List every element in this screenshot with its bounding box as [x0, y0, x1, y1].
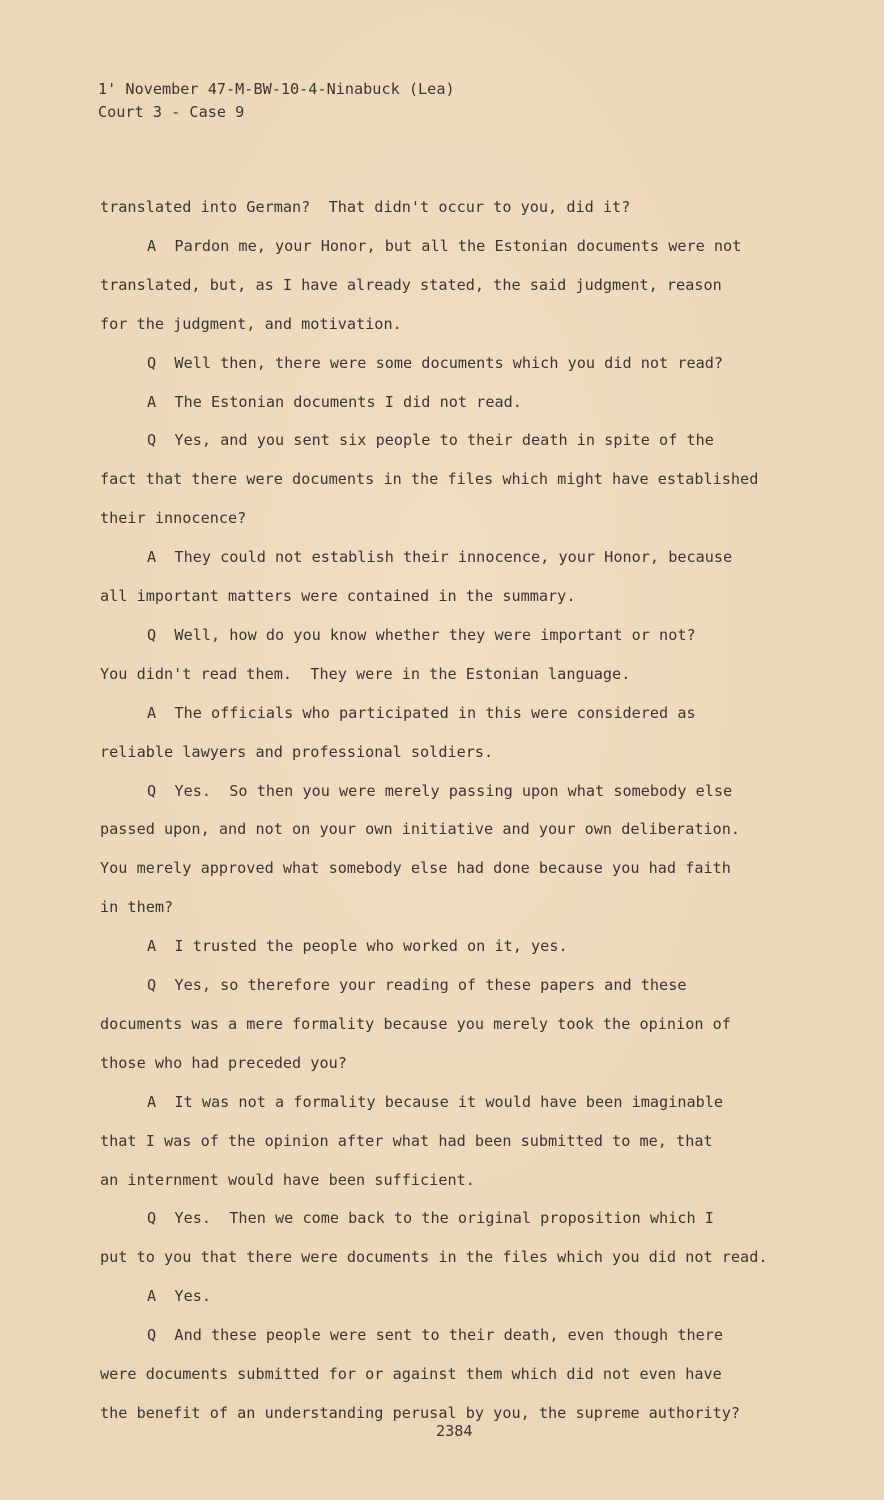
transcript-line: Q Yes, and you sent six people to their death in spite of the [147, 431, 714, 450]
transcript-line: passed upon, and not on your own initiative and your own deliberation. [100, 820, 741, 839]
transcript-line: Q Yes. So then you were merely passing upon what somebody else [147, 781, 733, 800]
transcript-line: were documents submitted for or against them which did not even have [100, 1365, 722, 1383]
header-court-line: Court 3 - Case 9 [98, 103, 245, 121]
transcript-line: You didn't read them. They were in the Estonian language. [100, 664, 631, 683]
transcript-line: A The officials who participated in this were considered as [147, 703, 696, 722]
transcript-line: put to you that there were documents in the files which you did not read. [100, 1248, 768, 1267]
transcript-line: the benefit of an understanding perusal by you, the supreme authority? [100, 1403, 741, 1422]
transcript-line: Q And these people were sent to their death, even though there [147, 1326, 724, 1345]
transcript-line: documents was a mere formality because you merely took the opinion of [100, 1014, 731, 1033]
transcript-line: that I was of the opinion after what had been submitted to me, that [100, 1131, 713, 1150]
transcript-line: A Yes. [147, 1287, 212, 1306]
transcript-line: Q Yes, so therefore your reading of these papers and these [147, 976, 687, 994]
transcript-line: Q Well, how do you know whether they were important or not? [147, 625, 696, 644]
transcript-line: A They could not establish their innocence, your Honor, because [147, 548, 733, 567]
transcript-line: A I trusted the people who worked on it, yes. [147, 937, 568, 956]
transcript-line: their innocence? [100, 509, 247, 528]
transcript-line: A It was not a formality because it would have been imaginable [147, 1092, 724, 1111]
transcript-line: all important matters were contained in the summary. [100, 587, 576, 605]
page-number: 2384 [436, 1422, 473, 1440]
transcript-line: You merely approved what somebody else had done because you had faith [100, 859, 731, 878]
transcript-line: A The Estonian documents I did not read. [147, 392, 522, 411]
transcript-line: reliable lawyers and professional soldiers. [100, 742, 494, 761]
transcript-line: Q Yes. Then we come back to the original proposition which I [147, 1209, 714, 1228]
transcript-line: Q Well then, there were some documents which you did not read? [147, 353, 724, 372]
transcript-line: A Pardon me, your Honor, but all the Estonian documents were not [147, 236, 742, 255]
header-date-line: 1' November 47-M-BW-10-4-Ninabuck (Lea) [98, 80, 455, 98]
transcript-line: an internment would have been sufficient. [100, 1170, 475, 1189]
transcript-line: in them? [100, 898, 174, 917]
transcript-line: translated, but, as I have already stated, the said judgment, reason [100, 275, 722, 294]
transcript-line: fact that there were documents in the files which might have established [100, 470, 759, 489]
transcript-line: translated into German? That didn't occur to you, did it? [100, 198, 631, 216]
transcript-line: for the judgment, and motivation. [100, 314, 402, 333]
transcript-line: those who had preceded you? [100, 1053, 347, 1072]
